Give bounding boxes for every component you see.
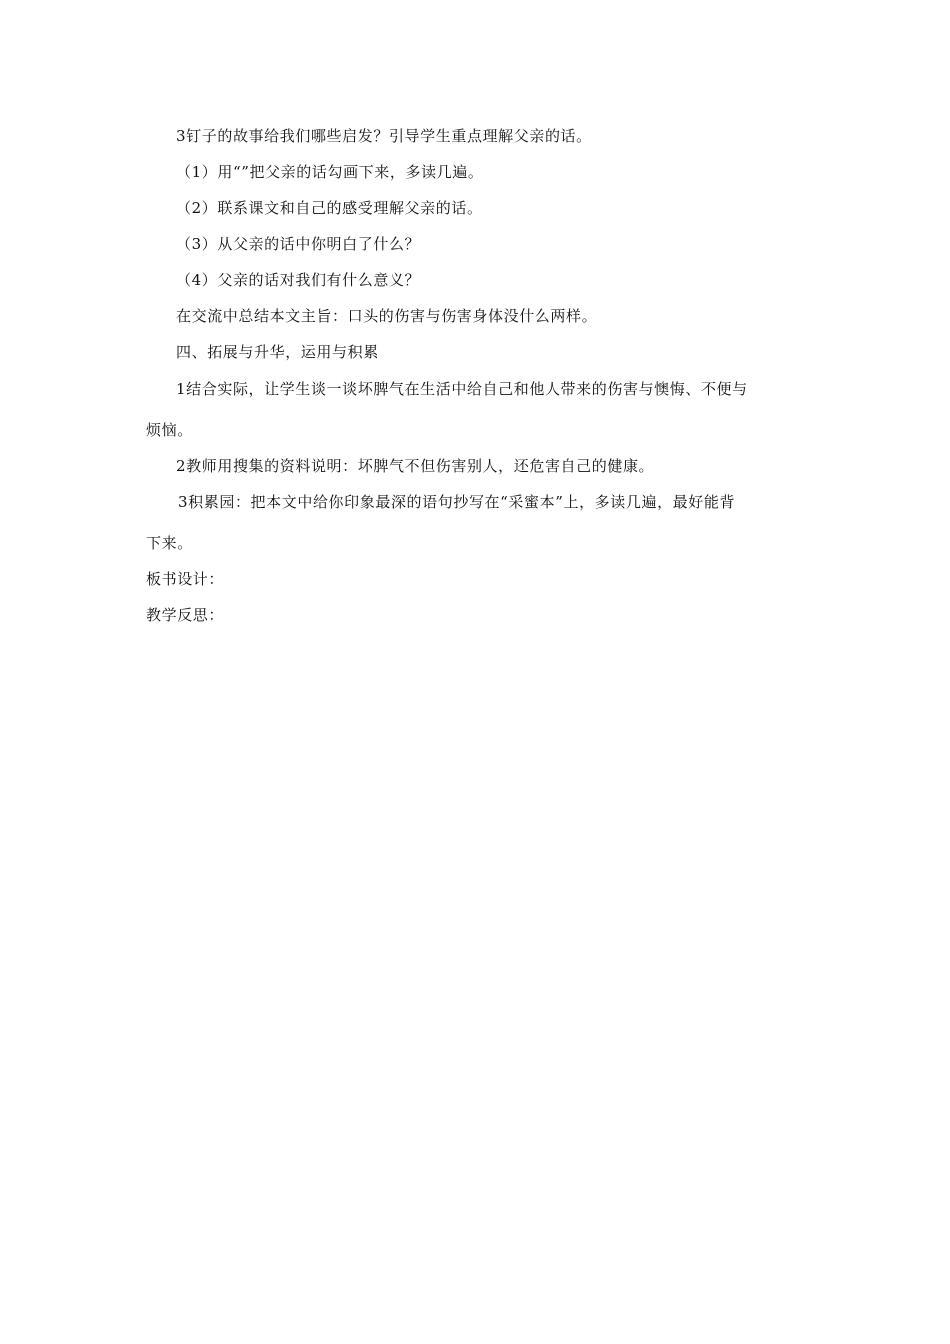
paragraph-item-2: 2教师用搜集的资料说明：坏脾气不但伤害别人，还危害自己的健康。 xyxy=(176,457,655,475)
section-heading-4: 四、拓展与升华，运用与积累 xyxy=(176,343,379,361)
paragraph-item-1-continued: 烦恼。 xyxy=(146,421,193,439)
board-design-heading: 板书设计： xyxy=(146,570,225,588)
paragraph-summary: 在交流中总结本文主旨：口头的伤害与伤害身体没什么两样。 xyxy=(176,307,598,325)
list-item-3: （3）从父亲的话中你明白了什么？ xyxy=(176,235,421,253)
paragraph-item-3-continued: 下来。 xyxy=(146,534,193,552)
paragraph-item-1: 1结合实际，让学生谈一谈坏脾气在生活中给自己和他人带来的伤害与懊悔、不便与 xyxy=(176,380,748,398)
list-item-4: （4）父亲的话对我们有什么意义？ xyxy=(176,271,421,289)
teaching-reflection-heading: 教学反思： xyxy=(146,606,225,624)
paragraph-question-3: 3钉子的故事给我们哪些启发？引导学生重点理解父亲的话。 xyxy=(176,127,592,145)
list-item-1: （1）用“”把父亲的话勾画下来，多读几遍。 xyxy=(176,163,484,181)
paragraph-item-3: 3积累园：把本文中给你印象最深的语句抄写在“采蜜本”上，多读几遍，最好能背 xyxy=(178,493,736,511)
list-item-2: （2）联系课文和自己的感受理解父亲的话。 xyxy=(176,199,483,217)
